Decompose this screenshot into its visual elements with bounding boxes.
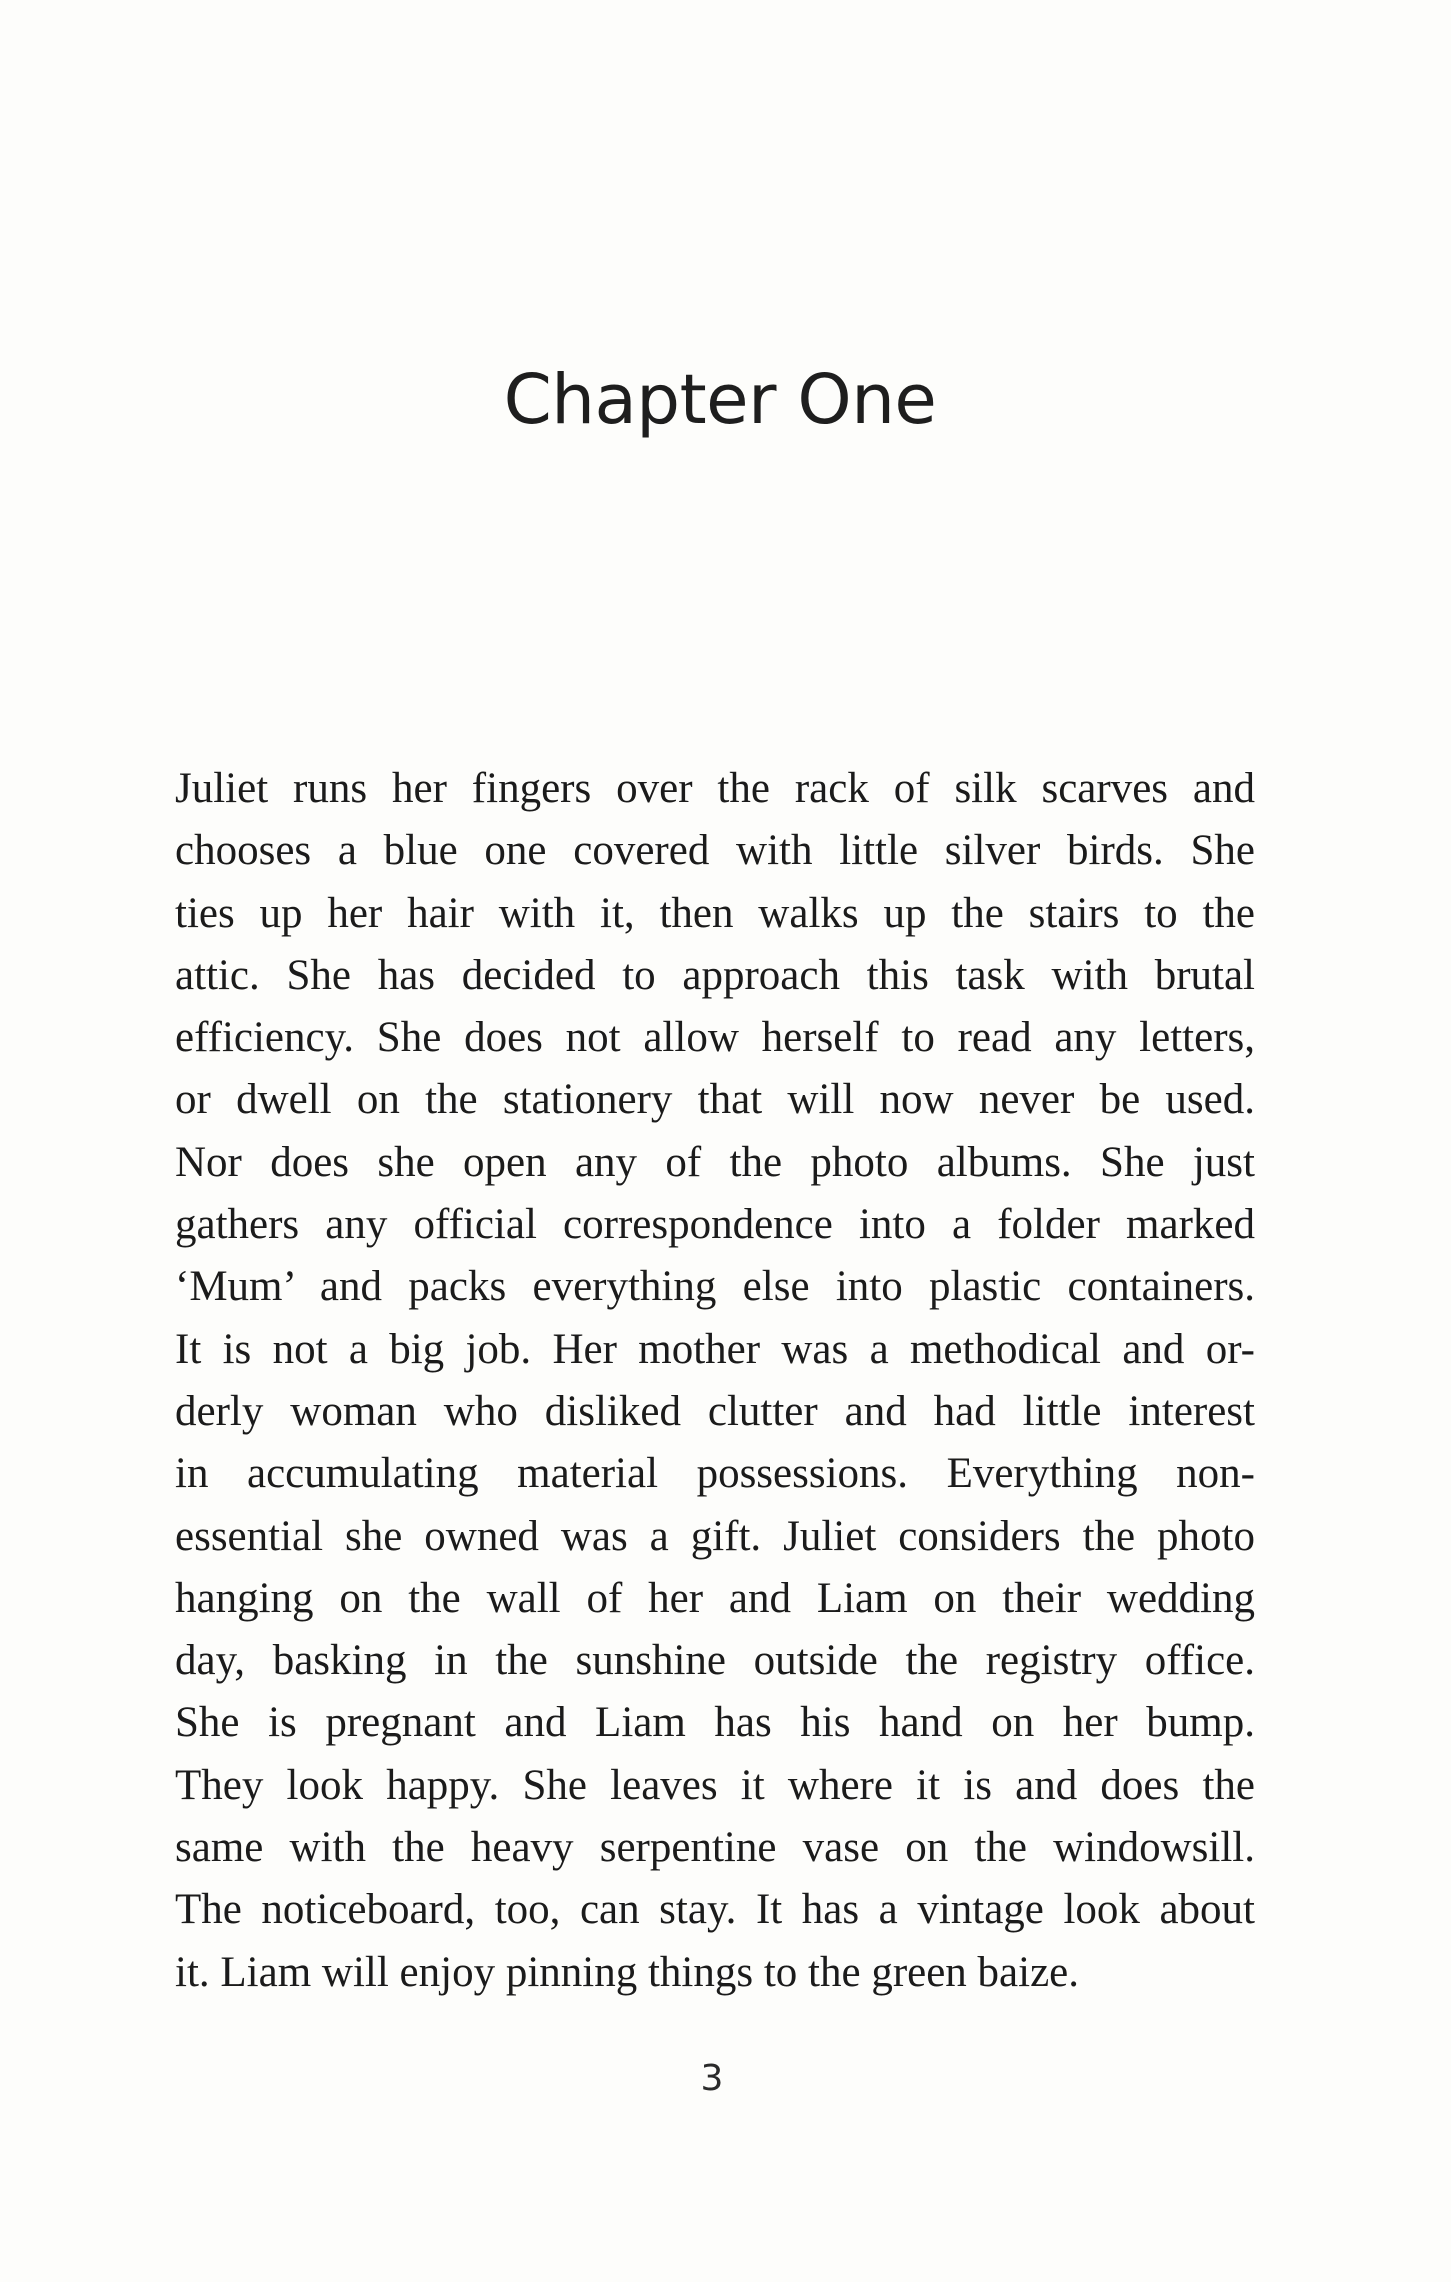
paragraph-line: in accumulating material possessions. Everything non- bbox=[175, 1450, 1255, 1498]
paragraph-line: essential she owned was a gift. Juliet considers the photo bbox=[175, 1512, 1255, 1560]
paragraph-line: hanging on the wall of her and Liam on their wedding bbox=[175, 1574, 1255, 1622]
paragraph-line: same with the heavy serpentine vase on the windowsill. bbox=[175, 1824, 1255, 1872]
paragraph-line: ‘Mum’ and packs everything else into plastic containers. bbox=[175, 1263, 1255, 1311]
paragraph-line: chooses a blue one covered with little silver birds. She bbox=[175, 827, 1255, 875]
paragraph-line: She is pregnant and Liam has his hand on her bump. bbox=[175, 1699, 1255, 1747]
paragraph-line: day, basking in the sunshine outside the registry office. bbox=[175, 1637, 1255, 1685]
paragraph-line: efficiency. She does not allow herself to read any letters, bbox=[175, 1014, 1255, 1062]
chapter-title: Chapter One bbox=[503, 360, 937, 440]
body-paragraph bbox=[175, 758, 1255, 2004]
paragraph-line: gathers any official correspondence into a folder marked bbox=[175, 1201, 1255, 1249]
paragraph-line: attic. She has decided to approach this task with brutal bbox=[175, 951, 1255, 999]
paragraph-line: It is not a big job. Her mother was a methodical and or- bbox=[175, 1325, 1255, 1373]
paragraph-line: ties up her hair with it, then walks up the stairs to the bbox=[175, 889, 1255, 937]
paragraph-line: Nor does she open any of the photo albums. She just bbox=[175, 1138, 1255, 1186]
paragraph-line: it. Liam will enjoy pinning things to the green baize. bbox=[175, 1948, 1080, 1996]
paragraph-line: They look happy. She leaves it where it is and does the bbox=[175, 1761, 1255, 1809]
paragraph-line: Juliet runs her fingers over the rack of silk scarves and bbox=[175, 765, 1255, 812]
paragraph-line: or dwell on the stationery that will now never be used. bbox=[175, 1076, 1255, 1124]
paragraph-line: The noticeboard, too, can stay. It has a vintage look about bbox=[175, 1886, 1255, 1934]
page-number: 3 bbox=[700, 2058, 724, 2099]
paragraph-line: derly woman who disliked clutter and had little interest bbox=[175, 1387, 1255, 1435]
